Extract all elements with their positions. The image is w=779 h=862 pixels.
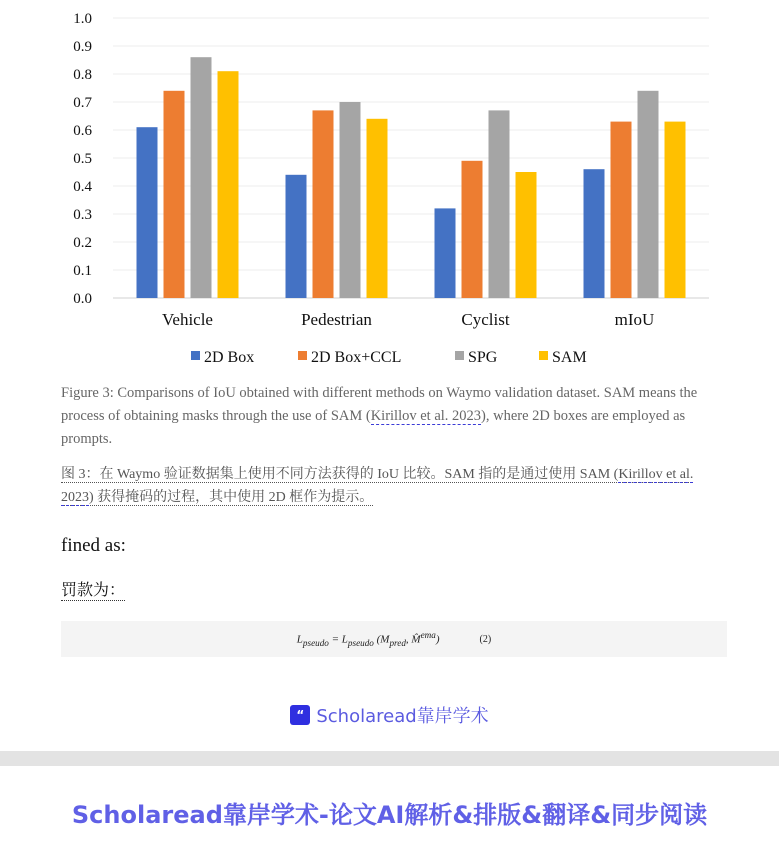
y-tick-label: 0.4 (73, 179, 92, 195)
bar-2d-box (435, 208, 456, 298)
legend-swatch (298, 351, 307, 360)
y-tick-label: 0.1 (73, 263, 92, 279)
quote-logo-icon: “ (290, 705, 310, 725)
y-tick-label: 0.8 (73, 67, 92, 83)
legend-swatch (455, 351, 464, 360)
figure-caption: Figure 3: Comparisons of IoU obtained with different methods on Waymo validation dataset. SAM means the process of obtaining masks through the use of SAM (Kirillov et al. 2023), where 2D boxes are employed as prompts. (61, 385, 698, 447)
bar-2d-box (286, 175, 307, 298)
equation-block (61, 621, 727, 657)
legend-label: SPG (468, 349, 498, 366)
bar-spg (340, 102, 361, 298)
citation-link[interactable]: Kirillov et al. 2023 (370, 408, 482, 424)
legend-label: 2D Box (204, 349, 255, 366)
bar-2d-box-ccl (313, 110, 334, 298)
y-tick-label: 0.5 (73, 151, 92, 167)
bar-spg (191, 57, 212, 298)
x-tick-label: mIoU (614, 310, 655, 329)
legend-label: SAM (552, 349, 587, 366)
bar-sam (516, 172, 537, 298)
bar-2d-box (137, 127, 158, 298)
iou-bar-chart (0, 0, 779, 375)
y-tick-label: 0.9 (73, 39, 92, 55)
bar-spg (489, 110, 510, 298)
bar-2d-box-ccl (611, 122, 632, 298)
bar-sam (218, 71, 239, 298)
y-tick-label: 0.6 (73, 123, 92, 139)
bar-sam (367, 119, 388, 298)
bar-spg (638, 91, 659, 298)
paragraph-zh: 罚款为： (61, 577, 125, 601)
citation-link-zh[interactable]: Kirillov et al. 2023 (61, 467, 694, 505)
banner-title: Scholaread靠岸学术-论文AI解析&排版&翻译&同步阅读 (71, 801, 708, 829)
brand-footer[interactable] (0, 702, 779, 728)
legend-label: 2D Box+CCL (311, 349, 402, 366)
bar-2d-box (584, 169, 605, 298)
x-tick-label: Cyclist (461, 310, 510, 329)
legend-swatch (539, 351, 548, 360)
equation-number: (2) (479, 633, 492, 645)
bar-2d-box-ccl (164, 91, 185, 298)
bar-2d-box-ccl (462, 161, 483, 298)
y-tick-label: 1.0 (73, 11, 92, 27)
section-divider (0, 751, 779, 766)
brand-name: Scholaread靠岸学术 (316, 706, 489, 727)
legend-swatch (191, 351, 200, 360)
bar-sam (665, 122, 686, 298)
y-tick-label: 0.0 (73, 291, 92, 307)
paragraph: fined as: (61, 535, 126, 556)
figure-caption-zh: 图 3：在 Waymo 验证数据集上使用不同方法获得的 IoU 比较。SAM 指的是通过使用 SAM (Kirillov et al. 2023) 获得掩码的过程，其中使用 2D 框作为提示。 (61, 467, 694, 505)
equation: $L_{pseudo} = L_{pseudo}$ ($M_{pred}$, M̂$^{ema}$) (296, 630, 440, 648)
x-tick-label: Vehicle (162, 310, 213, 329)
y-tick-label: 0.3 (73, 207, 92, 223)
y-tick-label: 0.2 (73, 235, 92, 251)
x-tick-label: Pedestrian (301, 310, 372, 329)
y-tick-label: 0.7 (73, 95, 92, 111)
